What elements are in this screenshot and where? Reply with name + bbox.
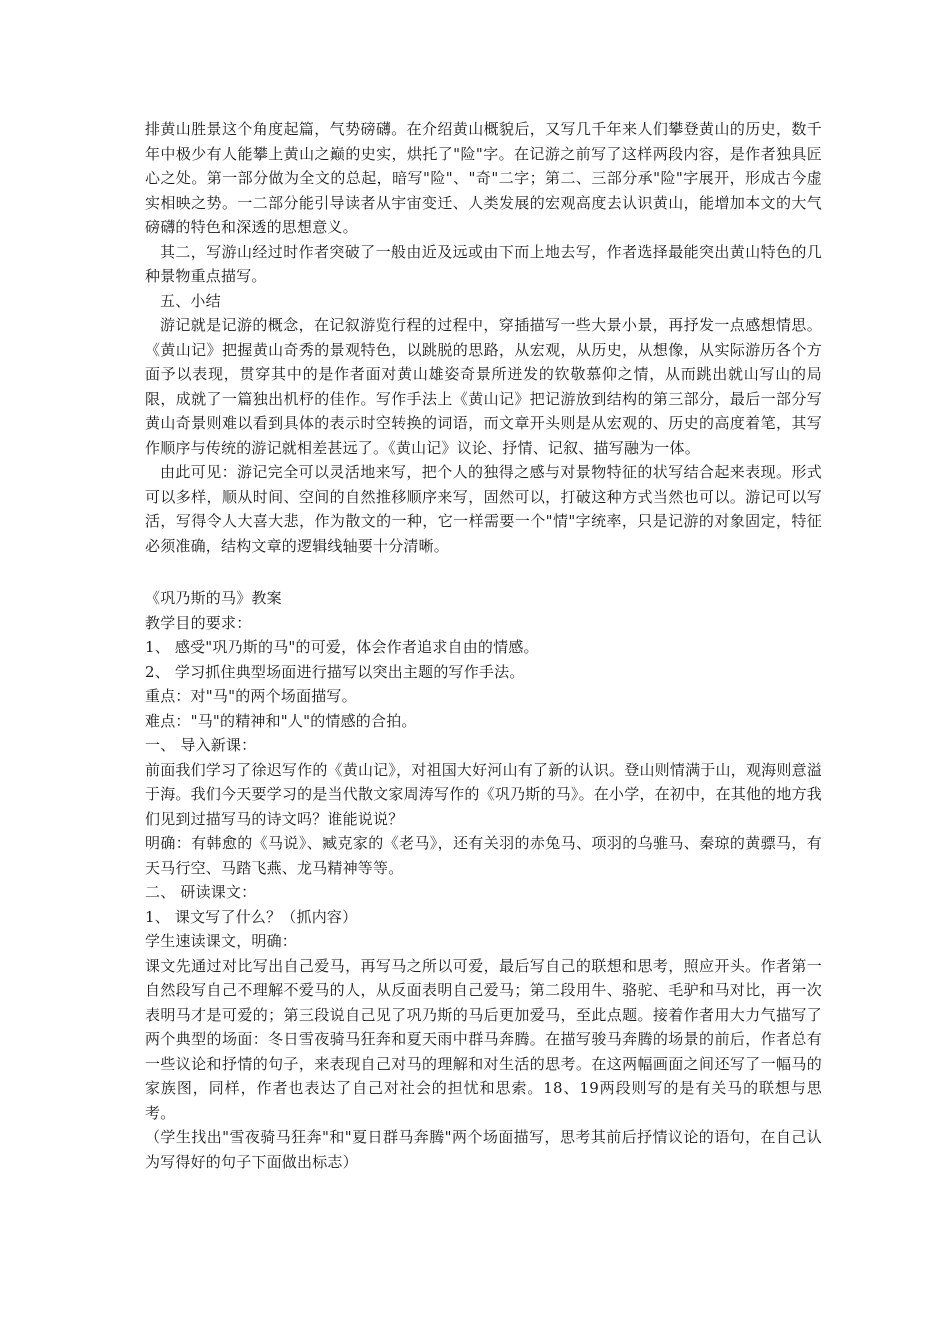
part1-heading: 一、 导入新课： [145, 736, 257, 754]
heading-summary: 五、小结 [160, 291, 221, 310]
lesson-plan-title: 《巩乃斯的马》教案 [145, 589, 282, 607]
key-point: 重点：对"马"的两个场面描写。 [145, 687, 357, 705]
part2-heading: 二、 研读课文： [145, 883, 257, 901]
objective-item-1: 1、 感受"巩乃斯的马"的可爱，体会作者追求自由的情感。 [145, 638, 539, 656]
difficulty-point: 难点："马"的精神和"人"的情感的合拍。 [145, 711, 417, 730]
read-instruction: 学生速读课文，明确： [145, 932, 298, 950]
paragraph-huangshan-structure: 排黄山胜景这个角度起篇，气势磅礴。在介绍黄山概貌后，又写几千年来人们攀登黄山的历史，数千年中极少有人能攀上黄山之巅的史实，烘托了"险"字。在记游之前写了这样两段内容，是作者独具匠心之处。第一部分做为全文的总起，暗写"险"、"奇"二字；第二、三部分承"险"字展开，形成古今虚实相映之势。一二部分能引导读者从宇宙变迁、人类发展的宏观高度去认识黄山，能增加本文的大气磅礴的特色和深透的思想意义。 [145, 120, 822, 236]
question-1: 1、 课文写了什么？（抓内容） [145, 907, 358, 926]
paragraph-travel-notes: 游记就是记游的概念，在记叙游览行程的过程中，穿插描写一些大景小景，再抒发一点感想情思。《黄山记》把握黄山奇秀的景观特色，以跳脱的思路，从宏观，从历史，从想像，从实际游历各个方面予以表现，贯穿其中的是作者面对黄山雄姿奇景所迸发的钦敬慕仰之情，从而跳出就山写山的局限，成就了一篇独出机杼的佳作。写作手法上《黄山记》把记游放到结构的第三部分，最后一部分写黄山奇景则难以看到具体的表示时空转换的词语，而文章开头则是从宏观的、历史的高度着笔，其写作顺序与传统的游记就相差甚远了。《黄山记》议论、抒情、记叙、描写融为一体。 [145, 316, 822, 457]
objective-item-2: 2、 学习抓住典型场面进行描写以突出主题的写作手法。 [145, 662, 525, 681]
objectives-label: 教学目的要求： [145, 613, 252, 632]
text-summary: 课文先通过对比写出自己爱马，再写马之所以可爱，最后写自己的联想和思考，照应开头。作者第一自然段写自己不理解不爱马的人，从反面表明自己爱马；第二段用牛、骆驼、毛驴和马对比，再一次表明马才是可爱的；第三段说自己见了巩乃斯的马后更加爱马，至此点题。接着作者用大力气描写了两个典型的场面：冬日雪夜骑马狂奔和夏天雨中群马奔腾。在描写骏马奔腾的场景的前后，作者总有一些议论和抒情的句子，来表现自己对马的理解和对生活的思考。在这两幅画面之间还写了一幅马的家族图，同样，作者也表达了自己对社会的担忧和思索。18、19两段则写的是有关马的联想与思考。 [145, 956, 822, 1122]
part1-answer: 明确：有韩愈的《马说》、臧克家的《老马》，还有关羽的赤兔马、项羽的乌骓马、秦琼的黄骠马，有天马行空、马踏飞燕、龙马精神等等。 [145, 834, 822, 877]
paragraph-writing-route: 其二，写游山经过时作者突破了一般由近及远或由下而上地去写，作者选择最能突出黄山特色的几种景物重点描写。 [145, 242, 822, 285]
section-gap [145, 558, 822, 586]
paragraph-conclusion: 由此可见：游记完全可以灵活地来写，把个人的独得之感与对景物特征的状写结合起来表现。形式可以多样，顺从时间、空间的自然推移顺序来写，固然可以，打破这种方式当然也可以。游记可以写活，写得令人大喜大悲，作为散文的一种，它一样需要一个"情"字统率，只是记游的对象固定，特征必须准确，结构文章的逻辑线轴要十分清晰。 [145, 463, 822, 555]
part1-text: 前面我们学习了徐迟写作的《黄山记》，对祖国大好河山有了新的认识。登山则情满于山，观海则意溢于海。我们今天要学习的是当代散文家周涛写作的《巩乃斯的马》。在小学，在初中，在其他的地方我们见到过描写马的诗文吗？谁能说说？ [145, 760, 822, 828]
student-task: （学生找出"雪夜骑马狂奔"和"夏日群马奔腾"两个场面描写，思考其前后抒情议论的语句，在自己认为写得好的句子下面做出标志） [145, 1128, 822, 1171]
